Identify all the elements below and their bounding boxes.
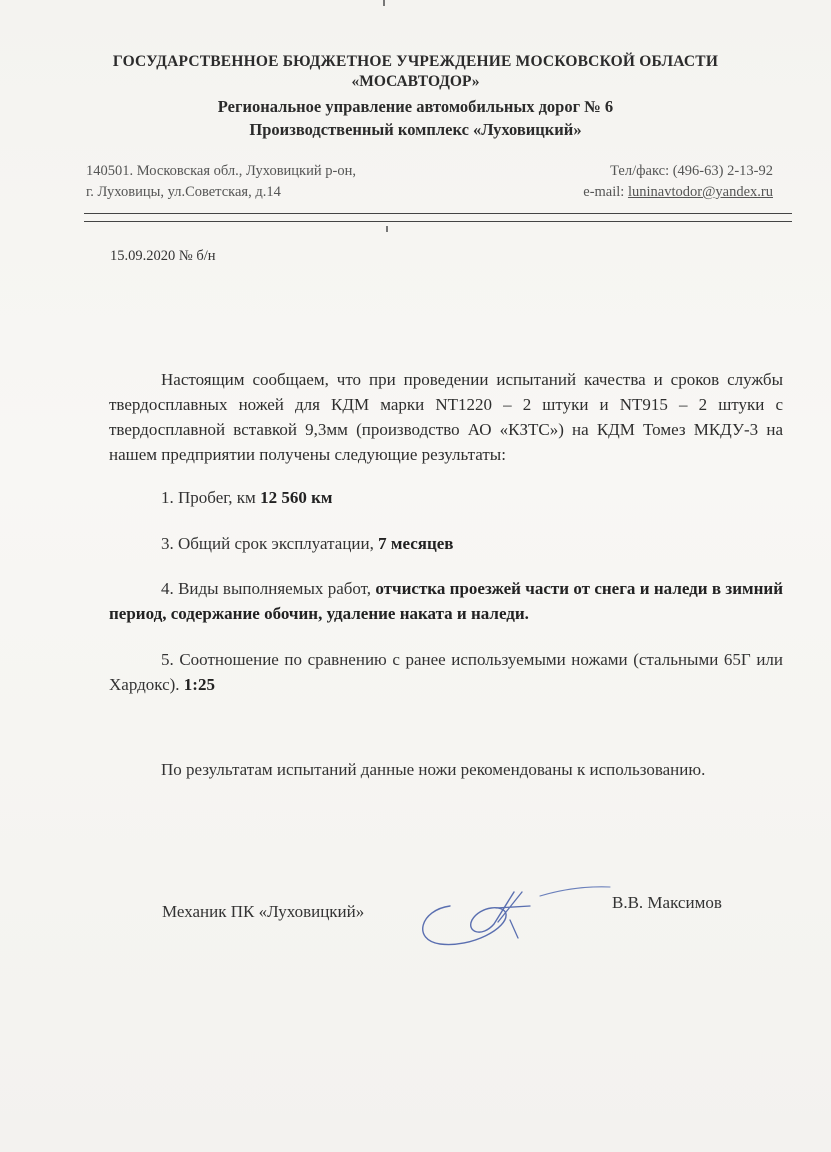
punch-mark [386,226,388,232]
email-link[interactable]: luninavtodor@yandex.ru [627,184,773,200]
result-item-ratio [109,647,783,697]
intro-paragraph: Настоящим сообщаем, что при проведении испытаний качества и сроков службы твердосплавных ножей для КДМ марки NT1220 – 2 штуки и NT915 – 2 штуки с твердосплавной вставкой 9,3мм (производство АО «КЗТС») на КДМ Томез МКДУ-3 на нашем предприятии получены следующие результаты: [109,370,783,464]
result-item-service-life [161,534,454,554]
date-and-number: 15.09.2020 № б/н [110,248,216,264]
signatory-name: В.В. Максимов [612,893,722,912]
handwritten-signature [410,878,620,958]
email-line [583,184,773,201]
item-value: отчистка проезжей части от снега и наледи в зимний период, содержание обочин, удаление наката и наледи. [109,579,783,623]
header-divider-thick [84,213,792,214]
punch-mark [383,0,385,6]
address-line-2: г. Луховицы, ул.Советская, д.14 [86,184,281,200]
phone-fax: Тел/факс: (496-63) 2-13-92 [610,163,773,179]
org-complex: Производственный комплекс «Луховицкий» [249,120,582,139]
org-name-line-2: «МОСАВТОДОР» [351,73,480,90]
address-line-1: 140501. Московская обл., Луховицкий р-он, [86,163,356,179]
item-label: 1. Пробег, км [161,488,256,507]
item-label: 3. Общий срок эксплуатации, [161,534,374,553]
item-value: 12 560 км [260,488,333,507]
result-item-work-types [109,576,783,626]
item-value: 1:25 [183,675,215,694]
email-label: e-mail: [583,184,625,200]
header-divider-thin [84,221,792,222]
org-department: Региональное управление автомобильных дорог № 6 [217,97,614,116]
conclusion-paragraph: По результатам испытаний данные ножи рекомендованы к использованию. [161,760,706,779]
result-item-mileage [161,488,332,508]
signatory-role: Механик ПК «Луховицкий» [162,902,365,921]
item-label: 4. Виды выполняемых работ, [161,579,372,598]
org-name-line-1: ГОСУДАРСТВЕННОЕ БЮДЖЕТНОЕ УЧРЕЖДЕНИЕ МОСКОВСКОЙ ОБЛАСТИ [112,53,719,70]
item-label: 5. Соотношение по сравнению с ранее используемыми ножами (стальными 65Г или Хардокс). [109,650,783,694]
item-value: 7 месяцев [378,534,454,553]
